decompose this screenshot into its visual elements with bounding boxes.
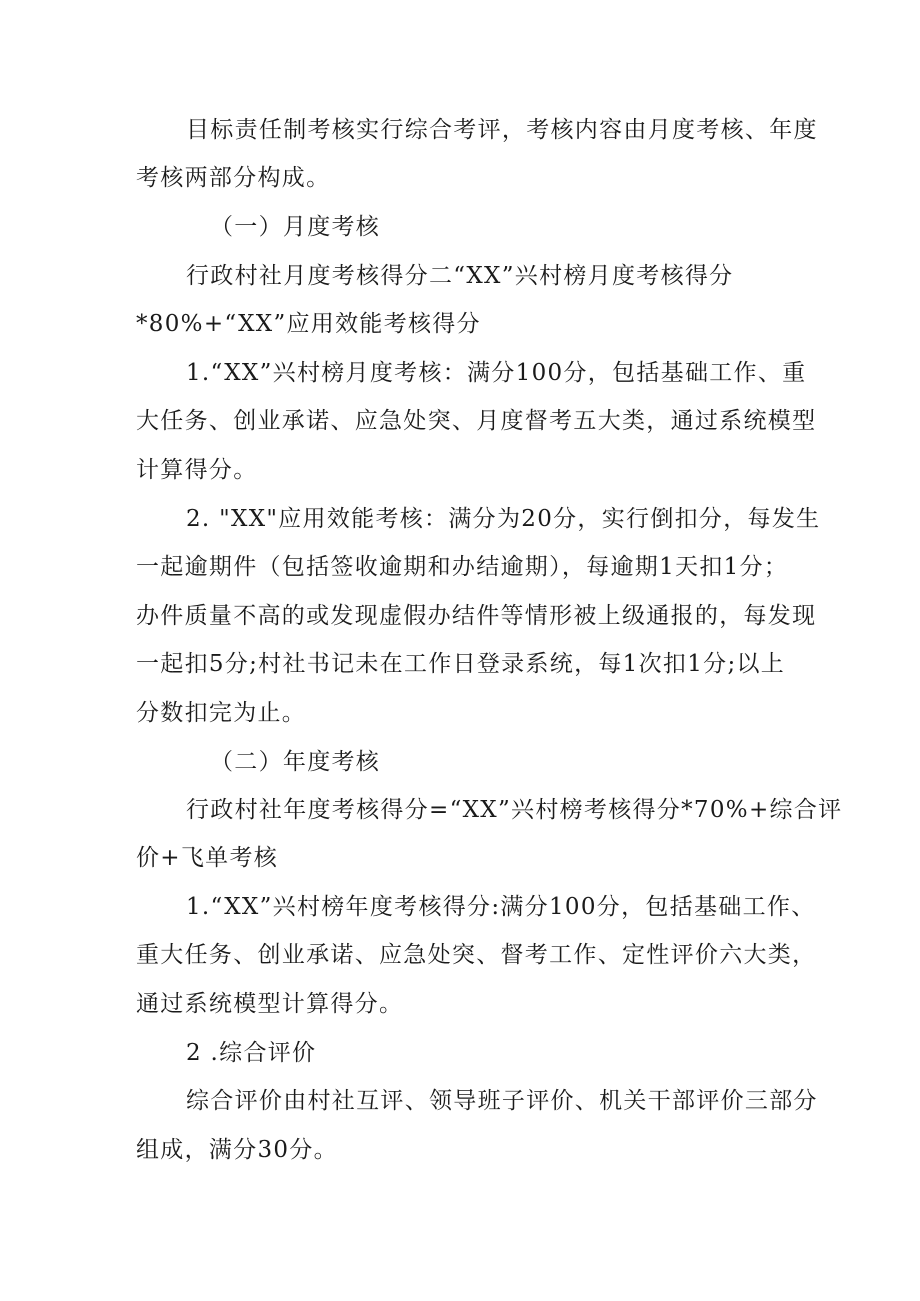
paragraph-monthly-formula-line-2: *80%+“XX”应用效能考核得分	[136, 311, 481, 337]
paragraph-comprehensive-line-2: 组成，满分30分。	[136, 1137, 338, 1163]
paragraph-annual-item1-line-3: 通过系统模型计算得分。	[136, 991, 404, 1017]
paragraph-annual-formula-line-1: 行政村社年度考核得分=“XX”兴村榜考核得分*70%+综合评	[186, 797, 843, 823]
paragraph-monthly-item1-line-3: 计算得分。	[136, 457, 258, 483]
subsection-heading-comprehensive: 2 .综合评价	[186, 1040, 317, 1066]
paragraph-annual-item1-line-2: 重大任务、创业承诺、应急处突、督考工作、定性评价六大类，	[136, 942, 817, 968]
paragraph-annual-formula-line-2: 价+飞单考核	[136, 845, 279, 871]
paragraph-annual-item1-line-1: 1.“XX”兴村榜年度考核得分:满分100分，包括基础工作、	[186, 894, 816, 920]
paragraph-intro-line-1: 目标责任制考核实行综合考评，考核内容由月度考核、年度	[186, 117, 818, 143]
paragraph-intro-line-2: 考核两部分构成。	[136, 165, 331, 191]
paragraph-monthly-item2-line-4: 一起扣5分;村社书记未在工作日登录系统，每1次扣1分;以上	[136, 651, 786, 677]
section-heading-monthly: （一）月度考核	[210, 214, 381, 240]
paragraph-monthly-item2-line-2: 一起逾期件（包括签收逾期和办结逾期），每逾期1天扣1分；	[136, 554, 789, 580]
paragraph-monthly-formula-line-1: 行政村社月度考核得分二“XX”兴村榜月度考核得分	[186, 263, 734, 289]
paragraph-monthly-item2-line-3: 办件质量不高的或发现虚假办结件等情形被上级通报的，每发现	[136, 603, 817, 629]
paragraph-monthly-item2-line-5: 分数扣完为止。	[136, 700, 307, 726]
section-heading-annual: （二）年度考核	[210, 749, 381, 775]
paragraph-monthly-item2-line-1: 2. "XX"应用效能考核：满分为20分，实行倒扣分，每发生	[186, 506, 821, 532]
paragraph-monthly-item1-line-2: 大任务、创业承诺、应急处突、月度督考五大类，通过系统模型	[136, 408, 817, 434]
paragraph-comprehensive-line-1: 综合评价由村社互评、领导班子评价、机关干部评价三部分	[186, 1088, 818, 1114]
paragraph-monthly-item1-line-1: 1.“XX”兴村榜月度考核：满分100分，包括基础工作、重	[186, 360, 807, 386]
